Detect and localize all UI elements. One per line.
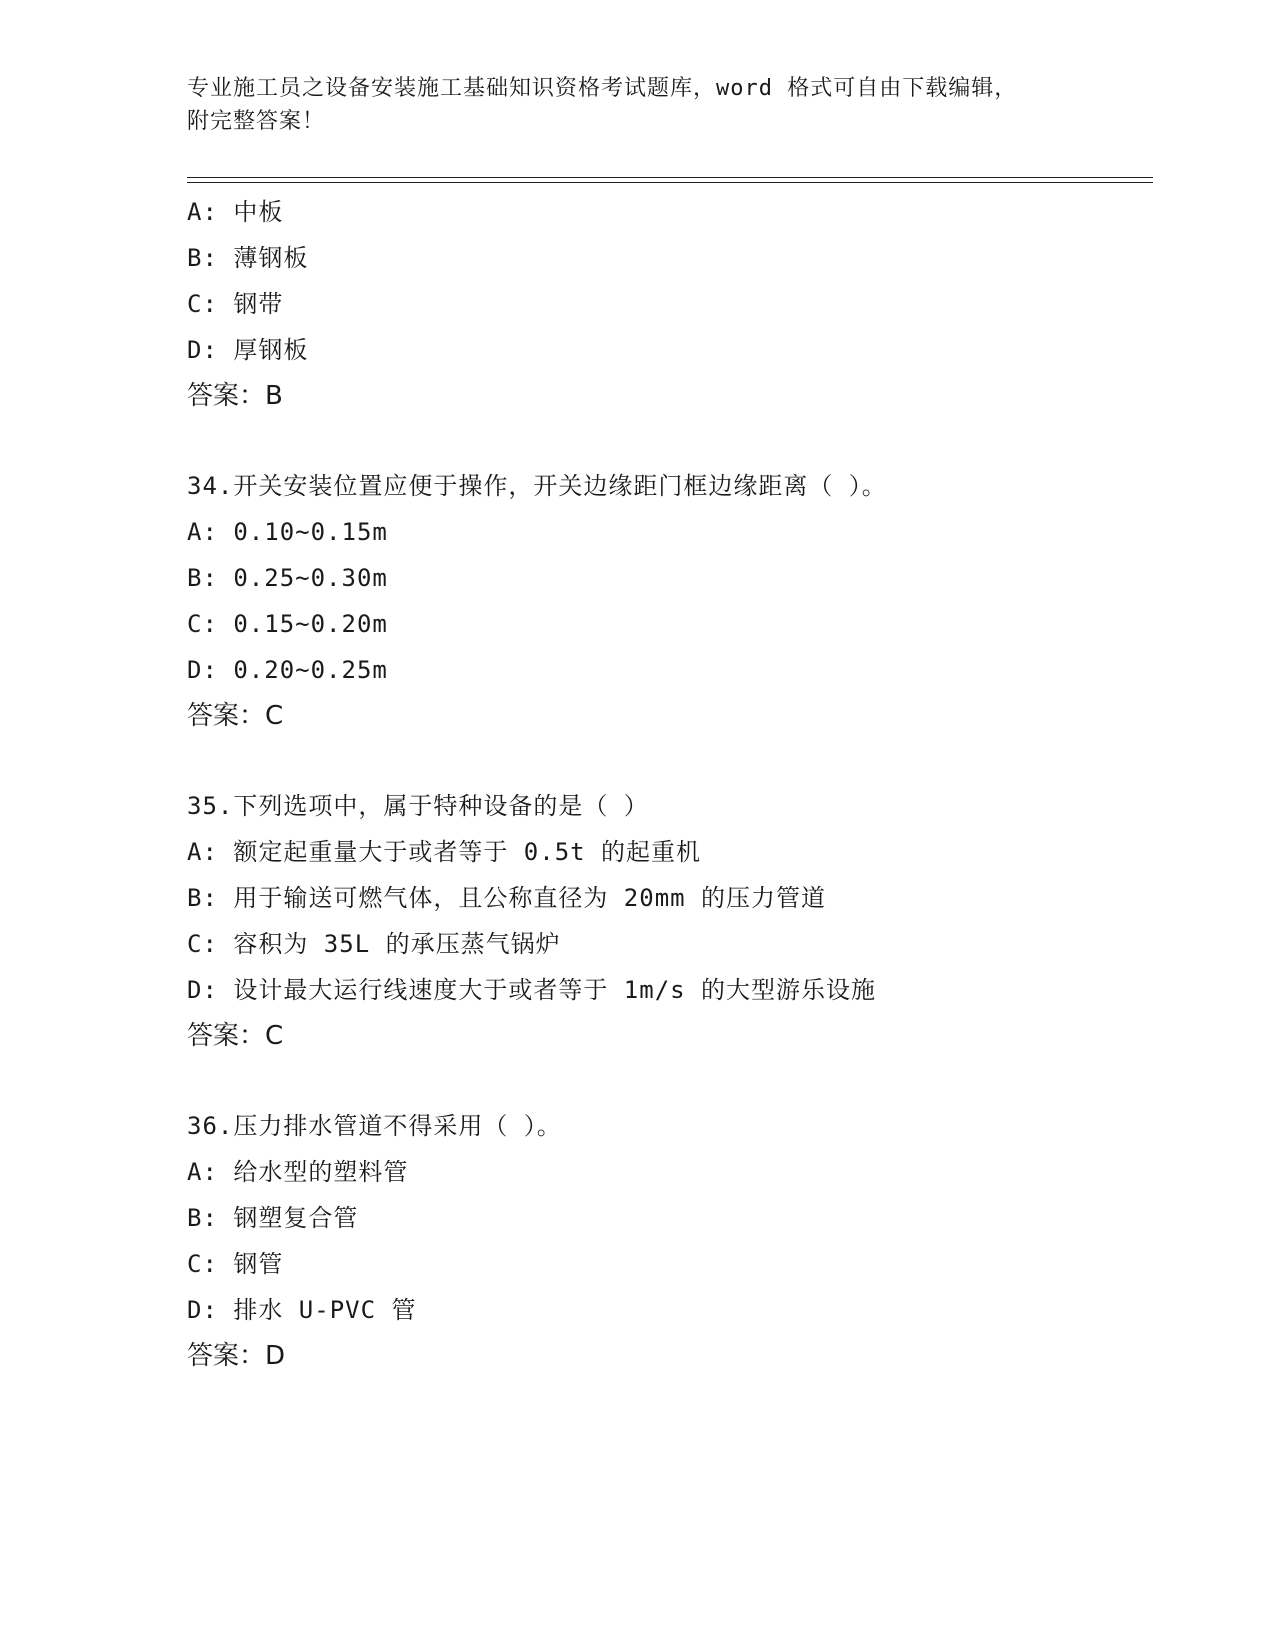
question-block-36 [187, 1103, 1153, 1379]
option-b: B: 薄钢板 [187, 244, 309, 272]
option-a: A: 0.10~0.15m [187, 518, 388, 546]
question-stem: 36.压力排水管道不得采用（ ）。 [187, 1112, 562, 1140]
block-spacer [187, 1059, 1153, 1103]
question-stem: 35.下列选项中，属于特种设备的是（ ） [187, 792, 649, 820]
option-c: C: 0.15~0.20m [187, 610, 388, 638]
option-c: C: 容积为 35L 的承压蒸气锅炉 [187, 930, 561, 958]
question-stem: 34.开关安装位置应便于操作，开关边缘距门框边缘距离（ ）。 [187, 472, 887, 500]
option-d: D: 厚钢板 [187, 336, 309, 364]
question-block-carryover [187, 189, 1153, 419]
answer-line: 答案：B [187, 381, 283, 411]
header-line-1: 专业施工员之设备安装施工基础知识资格考试题库，word 格式可自由下载编辑， [187, 76, 1018, 101]
option-d: D: 排水 U-PVC 管 [187, 1296, 417, 1324]
question-list [187, 189, 1153, 1379]
option-d: D: 设计最大运行线速度大于或者等于 1m/s 的大型游乐设施 [187, 976, 877, 1004]
option-b: B: 用于输送可燃气体，且公称直径为 20mm 的压力管道 [187, 884, 827, 912]
document-header [187, 72, 1087, 138]
answer-line: 答案：C [187, 701, 284, 731]
option-c: C: 钢管 [187, 1250, 284, 1278]
block-spacer [187, 419, 1153, 463]
question-block-34 [187, 463, 1153, 739]
option-b: B: 钢塑复合管 [187, 1204, 359, 1232]
answer-line: 答案：D [187, 1341, 286, 1371]
block-spacer [187, 739, 1153, 783]
answer-line: 答案：C [187, 1021, 284, 1051]
option-a: A: 给水型的塑料管 [187, 1158, 409, 1186]
header-line-2: 附完整答案！ [187, 109, 326, 134]
question-block-35 [187, 783, 1153, 1059]
option-a: A: 中板 [187, 198, 284, 226]
header-divider-bottom [187, 182, 1153, 183]
option-d: D: 0.20~0.25m [187, 656, 388, 684]
option-b: B: 0.25~0.30m [187, 564, 388, 592]
header-divider-top [187, 177, 1153, 178]
option-c: C: 钢带 [187, 290, 284, 318]
option-a: A: 额定起重量大于或者等于 0.5t 的起重机 [187, 838, 702, 866]
